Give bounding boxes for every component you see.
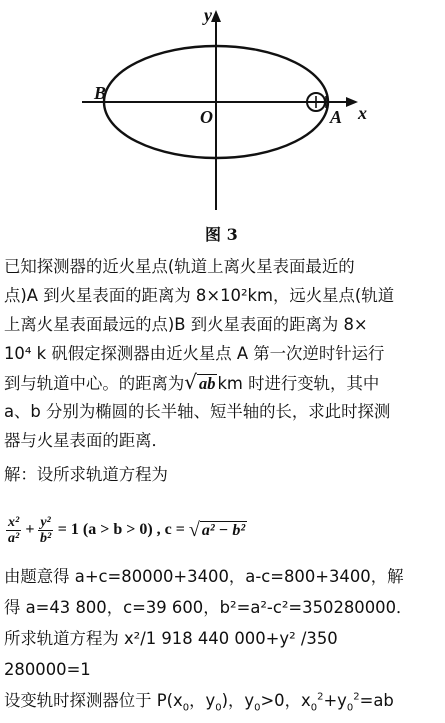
x-axis-label: x	[358, 103, 367, 123]
frac-y2-b2: $\frac{\text{y²}}{\text{b²}}$	[39, 514, 52, 546]
problem-line-7: 器与火星表面的距离．	[4, 431, 168, 450]
figure-caption: 图 3	[205, 225, 238, 244]
problem-line-5	[4, 372, 441, 394]
sqrt-a2-b2: a² − b²	[201, 521, 246, 539]
y-axis-arrow	[211, 10, 221, 22]
solution-intro: 解：设所求轨道方程为	[4, 465, 168, 484]
problem-line-2: 点)A 到火星表面的距离为 8×10²km，远火星点(轨道	[4, 286, 395, 305]
problem-line-4: 10⁴ k 矾假定探测器由近火星点 A 第一次逆时针运行	[4, 344, 385, 363]
solution-line-2: 得 a=43 800，c=39 600，b²=a²-c²=350280000．	[4, 598, 413, 617]
line5-pre: 到与轨道中心。的距离为	[4, 374, 185, 393]
orbit-diagram	[0, 0, 445, 250]
frac-x2-a2: $\frac{\text{x²}}{\text{a²}}$	[8, 514, 20, 546]
y-axis-label: y	[204, 5, 212, 25]
problem-line-3: 上离火星表面最远的点)B 到火星表面的距离为 8×	[4, 315, 368, 334]
solution-line-1: 由题意得 a+c=80000+3400，a-c=800+3400，解	[4, 567, 404, 586]
sqrt-symbol: √	[184, 370, 198, 394]
equation-condition: = 1 (a > b > 0) , c =	[57, 521, 185, 538]
orbit-figure	[0, 0, 445, 250]
point-a-label: A	[330, 107, 343, 127]
point-b-label: B	[94, 83, 107, 103]
solution-line-5: 设变轨时探测器位于 $P(x_0$，$y_0$)，$y_0>0$，$x_0^2+y_0^2=ab$	[4, 691, 394, 714]
origin-label: O	[200, 107, 213, 127]
sqrt-ab: ab	[199, 374, 216, 393]
problem-line-6: a、b 分别为椭圆的长半轴、短半轴的长，求此时探测	[4, 402, 391, 421]
solution-line-4: 280000=1	[4, 660, 91, 679]
x-axis-arrow	[346, 97, 358, 107]
ellipse-equation: $\frac{\text{x²}}{\text{a²}}$ + $\frac{\text{y²}}{\text{b²}}$ = 1 (a > b > 0) , c = √ a² − b²	[8, 514, 246, 546]
sqrt-symbol-2: √	[188, 518, 200, 541]
problem-line-1: 已知探测器的近火星点(轨道上离火星表面最近的	[4, 257, 355, 276]
line5-post: km 时进行变轨，其中	[217, 374, 380, 393]
solution-line-3: 所求轨道方程为 x²/1 918 440 000+y² /350	[4, 629, 338, 648]
